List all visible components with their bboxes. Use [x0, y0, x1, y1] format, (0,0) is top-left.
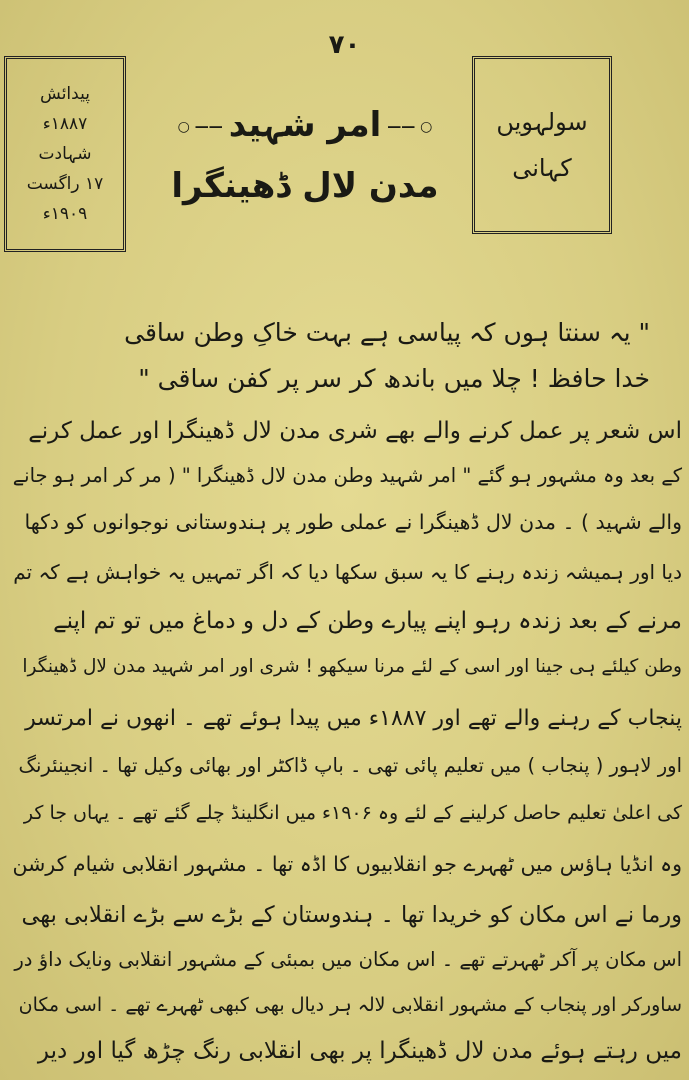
paragraph-line: پنجاب کے رہنے والے تھے اور ۱۸۸۷ء میں پیدا ہوئے تھے ۔ انھوں نے امرتسر	[25, 706, 682, 731]
martyrdom-date: ۱۷ راگست ۱۹۰۹ء	[26, 174, 104, 224]
paragraph-line: اور لاہور ( پنجاب ) میں تعلیم پائی تھی ۔ باپ ڈاکٹر اور بھائی وکیل تھا ۔ انجینئرنگ	[18, 754, 682, 777]
paragraph-line: والے شہید ) ۔ مدن لال ڈھینگرا نے عملی طور پر ہندوستانی نوجوانوں کو دکھا	[24, 510, 682, 534]
couplet-line-2: خدا حافظ ! چلا میں باندھ کر سر پر کفن ساقی "	[138, 364, 650, 393]
story-number-box	[472, 56, 612, 234]
paragraph-line: وطن کیلئے ہی جینا اور اسی کے لئے مرنا سیکھو ! شری اور امر شہید مدن لال ڈھینگرا	[22, 656, 682, 677]
birth-label: پیدائش	[40, 84, 90, 104]
dates-box	[4, 56, 126, 252]
paragraph-line: ساورکر اور پنجاب کے مشہور انقلابی لالہ ہر دیال بھی کبھی ٹھہرے تھے ۔ اسی مکان	[18, 994, 682, 1016]
paragraph-line: میں رہتے ہوئے مدن لال ڈھینگرا پر بھی انقلابی رنگ چڑھ گیا اور دیر	[37, 1038, 682, 1064]
title-line-1: ○ —— امر شہید —— ○	[150, 104, 460, 145]
couplet-line-1: " یہ سنتا ہوں کہ پیاسی ہے بہت خاکِ وطن ساقی	[124, 318, 650, 347]
story-ordinal: سولہویں	[496, 108, 588, 136]
paragraph-line: دیا اور ہمیشہ زندہ رہنے کا یہ سبق سکھا دیا کہ اگر تمہیں یہ خواہش ہے کہ تم	[13, 560, 682, 584]
title-line-2: مدن لال ڈھینگرا	[171, 166, 439, 206]
paragraph-line: وہ انڈیا ہاؤس میں ٹھہرے جو انقلابیوں کا اڈہ تھا ۔ مشہور انقلابی شیام کرشن	[12, 852, 682, 876]
paragraph-line: ورما نے اس مکان کو خریدا تھا ۔ ہندوستان کے بڑے سے بڑے انقلابی بھی	[21, 902, 682, 928]
paragraph-line: اس مکان پر آکر ٹھہرتے تھے ۔ اس مکان میں بمبئی کے مشہور انقلابی ونایک داؤ در	[14, 948, 682, 971]
story-word: کہانی	[512, 154, 572, 182]
paragraph-line: مرنے کے بعد زندہ رہو اپنے پیارے وطن کے دل و دماغ میں تو تم اپنے	[53, 608, 682, 634]
martyrdom-label: شہادت	[38, 144, 92, 164]
paragraph-line: کے بعد وہ مشہور ہو گئے " امر شہید وطن مدن لال ڈھینگرا " ( مر کر امر ہو جانے	[12, 464, 682, 487]
paragraph-line: کی اعلیٰ تعلیم حاصل کرلینے کے لئے وہ ۱۹۰۶ء میں انگلینڈ چلے گئے تھے ۔ یہاں جا کر	[23, 802, 682, 824]
birth-year: ۱۸۸۷ء	[42, 114, 88, 134]
page-number: ۷۰	[328, 30, 361, 60]
paragraph-line: اس شعر پر عمل کرنے والے بھے شری مدن لال ڈھینگرا اور عمل کرنے	[28, 418, 682, 444]
